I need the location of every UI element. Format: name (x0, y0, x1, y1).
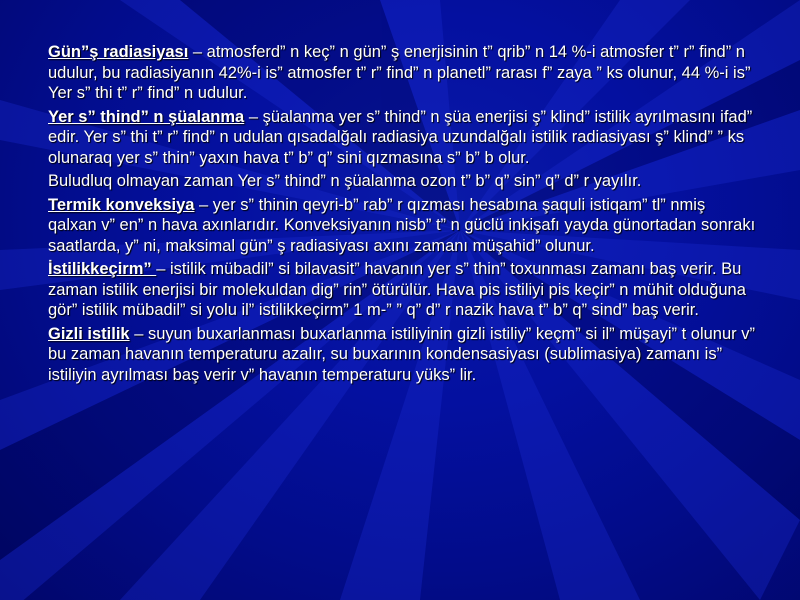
paragraph-text: – atmosferd” n keç” n gün” ş enerjisinin t” qrib” n 14 %-i atmosfer t” r” find” n udulur, bu radiasiyanın 42%-i is” atmosfer t” r” find” n planetl” rarası f” zaya ” ks olunur, 44 %-i is” Yer s” thi t” r” find” n udulur. (48, 43, 751, 102)
paragraph-thermal-convection (48, 195, 758, 257)
paragraph-text: – şüalanma yer s” thind” n şüa enerjisi ş” klind” istilik ayrılmasını ifad” edir. Yer s” thi t” r” find” n udulan qısadalğalı radiasiya uzundalğalı istilik radiasiyası ş” klind” ” ks olunaraq yer s” thin” yaxın hava t” b” q” sini qızmasına s” b” b olur. (48, 107, 753, 167)
paragraph-latent-heat (48, 324, 758, 386)
paragraph-text: – yer s” thinin qeyri-b” rab” r qızması hesabına şaquli istiqam” tl” nmiş qalxan v” en” n hava axınlarıdır. Konveksiyanın nisb” t” n güclü inkişafı yayda günortadan sonrakı saatlarda, y” ni, maksimal gün” ş radiasiyası axını zamanı müşahid” olunur. (48, 195, 756, 255)
paragraph-text: Buludluq olmayan zaman Yer s” thind” n şüalanma ozon t” b” q” sin” q” d” r yayılır. (48, 172, 642, 190)
term-heat-conduction: İstilikkeçirm” (48, 260, 157, 278)
term-thermal-convection: Termik konveksiya (48, 195, 195, 214)
paragraph-text: – istilik mübadil” si bilavasit” havanın yer s” thin” toxunması zamanı baş verir. Bu zaman istilik enerjisi bir molekuldan dig” rin” ötürülür. Hava pis istiliyi pis keçir” n mühit olduğuna gör” istilik mübadil” si yolu il” istilikkeçirm” 1 m-” ” q” d” r nazik hava t” b” q” sind” baş verir. (48, 260, 746, 319)
term-surface-radiation: Yer s” thind” n şüalanma (48, 107, 245, 126)
term-solar-radiation: Gün”ş radiasiyası (48, 43, 189, 61)
text-body (48, 42, 758, 388)
paragraph-heat-conduction (48, 259, 758, 321)
paragraph-surface-radiation (48, 107, 758, 169)
paragraph-solar-radiation (48, 42, 758, 104)
paragraph-text: – suyun buxarlanması buxarlanma istiliyinin gizli istiliy” keçm” si il” müşayi” t olunur v” bu zaman havanın temperaturu azalır, su buxarının kondensasiyası (sublimasiya) zamanı is” istiliyin ayrılması baş verir v” havanın temperaturu yüks” lir. (48, 324, 755, 384)
paragraph-cloudless (48, 171, 758, 192)
term-latent-heat: Gizli istilik (48, 324, 130, 343)
